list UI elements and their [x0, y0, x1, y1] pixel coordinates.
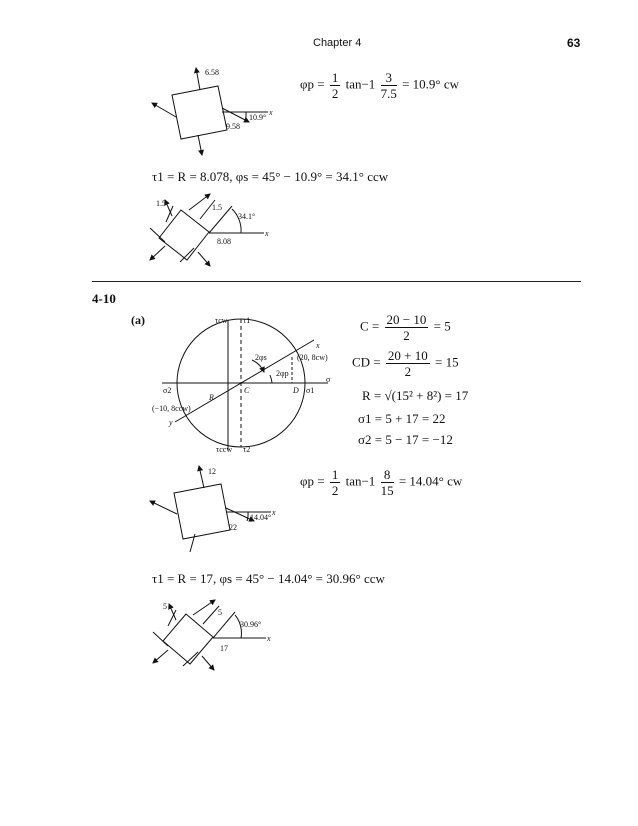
problem-part: (a)	[131, 313, 145, 327]
label-point-x: (20, 8cw)	[297, 353, 328, 362]
frac-num: 8	[381, 467, 394, 483]
arrow-top	[196, 68, 200, 90]
stress-element-2	[150, 194, 264, 266]
label-sigma1: σ1	[306, 386, 315, 395]
arrow-left-bottom	[150, 246, 165, 260]
element-square	[172, 86, 227, 139]
stress-element-4	[153, 600, 266, 670]
label-8-08: 8.08	[217, 237, 231, 246]
sigma1-equation: σ1 = 5 + 17 = 22	[358, 411, 446, 426]
label-5-left: 5	[163, 602, 167, 611]
label-2phi-s: 2φs	[255, 353, 267, 362]
label-tau2: τ2	[243, 445, 251, 454]
arrow-left	[150, 501, 177, 514]
frac-num: 1	[331, 467, 339, 482]
frac-num: 3	[381, 70, 397, 86]
eq-lhs: φp =	[300, 473, 325, 489]
label-x: x	[269, 108, 273, 117]
label-tau-cw: τcw	[215, 316, 228, 325]
arrow-bottom	[198, 252, 210, 266]
angle-arc	[245, 112, 246, 121]
angle-arc	[247, 512, 248, 521]
eq-lhs: φp =	[300, 76, 325, 92]
frac-den: 2	[404, 364, 412, 379]
label-y-mohr: y	[169, 418, 173, 427]
problem-number: 4-10	[92, 291, 116, 306]
chapter-header: Chapter 4	[313, 37, 362, 49]
frac-den: 2	[331, 483, 339, 498]
label-tau-ccw: τccw	[216, 445, 233, 454]
frac-den: 2	[331, 86, 339, 101]
stress-element-1	[152, 68, 268, 155]
frac-den: 15	[380, 483, 394, 498]
label-x-mohr: x	[316, 341, 320, 350]
shear-tick	[150, 228, 165, 242]
arrow-left	[152, 103, 176, 117]
label-5-top: 5	[218, 608, 222, 617]
arrow-left-top	[165, 200, 172, 216]
arrow-left-bottom	[153, 650, 168, 663]
stress-element-3	[150, 466, 271, 552]
diameter-line	[175, 340, 314, 422]
label-point-y: (−10, 8ccw)	[152, 404, 191, 413]
eq-rhs: = 10.9° cw	[402, 76, 460, 92]
label-sigma2: σ2	[163, 386, 172, 395]
label-12: 12	[208, 467, 216, 476]
eq-lhs: CD =	[352, 354, 381, 370]
frac-den: 2	[403, 328, 410, 343]
sigma2-equation: σ2 = 5 − 17 = −12	[358, 432, 453, 447]
label-c: C	[244, 386, 250, 395]
eq-rhs: = 5	[433, 318, 451, 334]
label-10-9: 10.9°	[249, 113, 267, 122]
shear-tick	[166, 206, 173, 222]
arrow-bottom	[198, 135, 202, 155]
arrow-bottom	[202, 656, 214, 670]
label-2phi-p: 2φp	[276, 369, 289, 378]
r-equation: R = √(15² + 8²) = 17	[362, 388, 469, 403]
label-r: R	[209, 393, 214, 402]
arrow-top	[193, 600, 215, 615]
label-d: D	[293, 386, 299, 395]
eq-rhs: = 15	[434, 354, 459, 370]
label-tau1: τ1	[243, 316, 251, 325]
label-14-04: 14.04°	[250, 513, 272, 522]
label-17: 17	[220, 644, 228, 653]
eq-tan: tan−1	[345, 473, 376, 489]
label-9-58: 9.58	[226, 122, 240, 131]
arrow-top	[189, 194, 210, 210]
arrow-top	[199, 466, 204, 488]
mohr-circle	[162, 319, 328, 450]
rotated-axis	[213, 612, 235, 638]
label-6-58: 6.58	[205, 68, 219, 77]
label-x: x	[272, 508, 276, 517]
shear-tick	[153, 632, 168, 646]
frac-den: 7.5	[380, 86, 397, 101]
arc-2phi-p	[270, 375, 272, 383]
eq-rhs: = 14.04° cw	[398, 473, 463, 489]
label-34-1: 34.1°	[238, 212, 256, 221]
frac-num: 1	[331, 70, 339, 85]
shear-tick	[203, 606, 219, 624]
label-x: x	[267, 634, 271, 643]
label-x: x	[265, 229, 269, 238]
label-22: 22	[229, 523, 237, 532]
frac-num: 20 − 10	[386, 312, 427, 327]
element-square	[174, 484, 230, 539]
eq-lhs: C =	[360, 318, 380, 334]
eq-tan: tan−1	[345, 76, 376, 92]
page-number: 63	[567, 36, 581, 50]
tau-equation-1: τ1 = R = 8.078, φs = 45° − 10.9° = 34.1° ccw	[152, 169, 389, 184]
frac-num: 20 + 10	[387, 348, 428, 363]
label-1-5-top: 1.5	[212, 203, 222, 212]
label-1-5-left: 1.5	[156, 199, 166, 208]
tau-equation-2: τ1 = R = 17, φs = 45° − 14.04° = 30.96° ccw	[152, 571, 385, 586]
label-sigma: σ	[326, 375, 331, 384]
label-30-96: 30.96°	[240, 620, 262, 629]
